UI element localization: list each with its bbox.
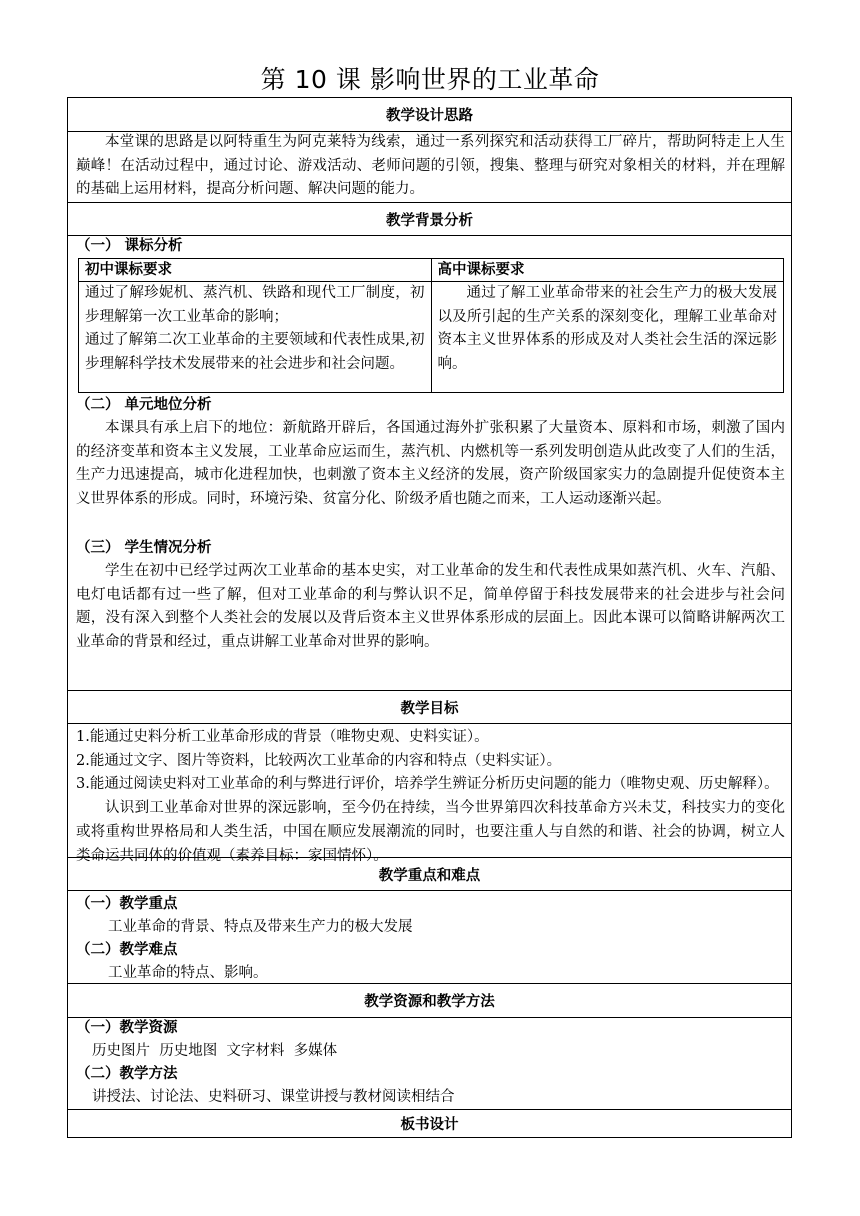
goal-item-1: 1.能通过史料分析工业革命形成的背景（唯物史观、史料实证）。 — [76, 729, 489, 745]
key-point-subheading: （一）教学重点 — [76, 895, 178, 912]
design-heading: 教学设计思路 — [386, 107, 473, 124]
difficulty-body: 工业革命的特点、影响。 — [108, 965, 268, 981]
goals-block — [68, 723, 791, 864]
senior-standard-cell — [431, 282, 784, 393]
method-subheading: （二）教学方法 — [76, 1065, 178, 1082]
method-body: 讲授法、讨论法、史料研习、课堂讲授与教材阅读相结合 — [92, 1089, 455, 1105]
junior-standard-line1: 通过了解珍妮机、蒸汽机、铁路和现代工厂制度，初步理解第一次工业革命的影响； — [85, 285, 425, 325]
background-heading: 教学背景分析 — [68, 202, 791, 235]
curriculum-standards-table — [78, 258, 784, 393]
unit-body: 本课具有承上启下的地位：新航路开辟后，各国通过海外扩张积累了大量资本、原料和市场，刺激了国内的经济变革和资本主义发展，工业革命应运而生，蒸汽机、内燃机等一系列发明创造从此改变了人们的生活，生产力迅速提高，城市化进程加快，也刺激了资本主义经济的发展，资产阶级国家实力的急剧提升促使资本主义世界体系的形成。同时，环境污染、贫富分化、阶级矛盾也随之而来，工人运动逐渐兴起。 — [76, 420, 785, 508]
focus-heading: 教学重点和难点 — [68, 857, 791, 890]
difficulty-subheading: （二）教学难点 — [76, 941, 178, 958]
resources-block — [68, 1017, 791, 1109]
lesson-plan-table — [67, 97, 792, 1138]
goal-item-3: 3.能通过阅读史料对工业革命的利与弊进行评价，培养学生辨证分析历史问题的能力（唯物史观、历史解释）。 — [76, 776, 779, 793]
page-title: 第 10 课 影响世界的工业革命 — [260, 65, 600, 94]
design-body: 本堂课的思路是以阿特重生为阿克莱特为线索，通过一系列探究和活动获得工厂碎片，帮助阿特走上人生巅峰！在活动过程中，通过讨论、游戏活动、老师问题的引领，搜集、整理与研究对象相关的材料，并在理解的基础上运用材料，提高分析问题、解决问题的能力。 — [76, 134, 785, 198]
resources-body: 历史图片 历史地图 文字材料 多媒体 — [92, 1043, 338, 1059]
board-heading: 板书设计 — [68, 1109, 791, 1137]
resources-heading: 教学资源和教学方法 — [68, 983, 791, 1017]
student-subheading: （三） 学生情况分析 — [76, 539, 212, 556]
goal-item-2: 2.能通过文字、图片等资料，比较两次工业革命的内容和特点（史料实证）。 — [76, 752, 562, 769]
goals-list — [76, 726, 785, 868]
goal-closing: 认识到工业革命对世界的深远影响，至今仍在持续，当今世界第四次科技革命方兴未艾，科技实力的变化或将重构世界格局和人类生活，中国在顺应发展潮流的同时，也要注重人与自然的和谐、社会的协调，树立人类命运共同体的价值观（素养目标：家国情怀）。 — [76, 800, 785, 864]
background-block — [68, 235, 791, 690]
student-body: 学生在初中已经学过两次工业革命的基本史实，对工业革命的发生和代表性成果如蒸汽机、火车、汽船、电灯电话都有过一些了解，但对工业革命的利与弊认识不足，简单停留于科技发展带来的社会进步与社会问题，没有深入到整个人类社会的发展以及背后资本主义世界体系形成的层面上。因此本课可以简略讲解两次工业革命的背景和经过，重点讲解工业革命对世界的影响。 — [76, 563, 785, 651]
junior-standard-line2: 通过了解第二次工业革命的主要领域和代表性成果,初步理解科学技术发展带来的社会进步和社会问题。 — [85, 332, 425, 373]
unit-subheading: （二） 单元地位分析 — [76, 396, 212, 413]
key-point-body: 工业革命的背景、特点及带来生产力的极大发展 — [108, 919, 413, 935]
junior-standard-cell — [79, 282, 432, 393]
curriculum-subheading: （一） 课标分析 — [76, 237, 183, 254]
goals-heading: 教学目标 — [68, 690, 791, 723]
senior-standard-text: 通过了解工业革命带来的社会生产力的极大发展以及所引起的生产关系的深刻变化，理解工业革命对资本主义世界体系的形成及对人类社会生活的深远影响。 — [437, 285, 777, 373]
focus-block — [68, 890, 791, 983]
senior-standard-header: 高中课标要求 — [431, 259, 784, 282]
resources-subheading: （一）教学资源 — [76, 1019, 178, 1036]
design-block — [68, 131, 791, 202]
junior-standard-header: 初中课标要求 — [79, 259, 432, 282]
